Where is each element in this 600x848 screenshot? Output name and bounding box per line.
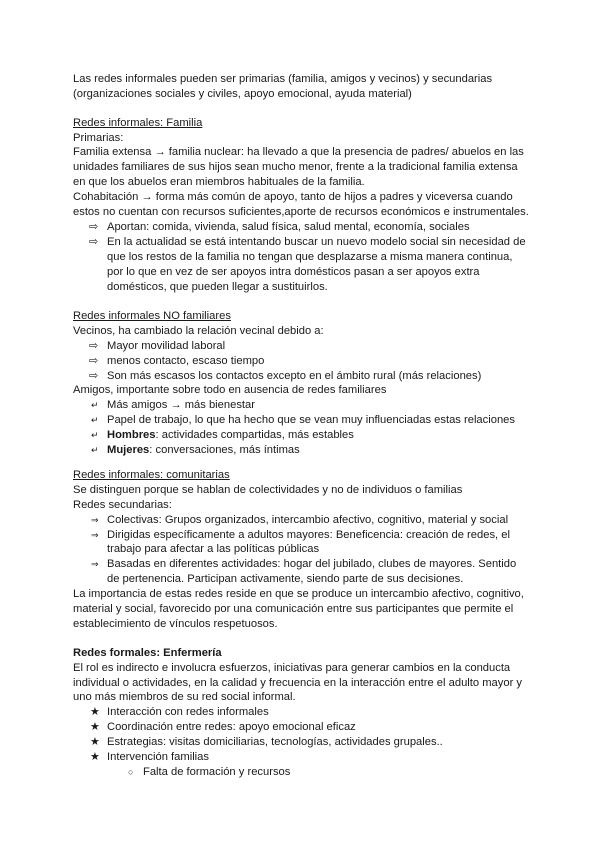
- hombres-label: Hombres: [107, 429, 156, 441]
- intro-line: Las redes informales pueden ser primarias (familia, amigos y vecinos) y secundarias: [73, 73, 493, 85]
- star-item: Intervención familias: [107, 751, 209, 763]
- familia-line: en que los abuelos eran miembros habituales de la familia.: [73, 176, 365, 188]
- formales-para: individual o actividades, en la calidad y frecuencia en la interacción entre el adulto mayor y: [73, 677, 523, 689]
- sub-item: Falta de formación y recursos: [143, 766, 291, 778]
- formales-para: uno más miembros de su red social informal.: [73, 691, 296, 703]
- section-heading-no-familiares: Redes informales NO familiares: [73, 310, 231, 322]
- bullet-mujeres: [107, 443, 300, 458]
- arrow-bullet-icon: ⇨: [89, 355, 99, 367]
- return-arrow-icon: ↵: [91, 430, 99, 440]
- intro-line: (organizaciones sociales y civiles, apoyo emocional, ayuda material): [73, 88, 412, 100]
- star-item: Estrategias: visitas domiciliarias, tecnologías, actividades grupales..: [107, 736, 443, 748]
- familia-line: unidades familiares de sus hijos sean mucho menor, frente a la tradicional familia extensa: [73, 161, 518, 173]
- bullet-text: Aportan: comida, vivienda, salud física, salud mental, economía, sociales: [107, 221, 470, 233]
- arrow-bullet-icon: ⇨: [89, 221, 99, 233]
- subheading-secundarias: Redes secundarias:: [73, 499, 172, 511]
- bullet-text: menos contacto, escaso tiempo: [107, 355, 265, 367]
- section-heading-formales: Redes formales: Enfermería: [73, 647, 222, 659]
- bullet-text: Basadas en diferentes actividades: hogar del jubilado, clubes de mayores. Sentido: [107, 558, 517, 570]
- section-heading-comunitarias: Redes informales: comunitarias: [73, 469, 230, 481]
- return-arrow-icon: ↵: [91, 445, 99, 455]
- bullet-text: Más amigos → más bienestar: [107, 399, 255, 411]
- familia-line: estos no cuentan con recursos suficientes,aporte de recursos económicos e instrumentales.: [73, 206, 529, 218]
- equals-arrow-icon: ⇒: [91, 515, 99, 525]
- arrow-bullet-icon: ⇨: [89, 236, 99, 248]
- bullet-text: Colectivas: Grupos organizados, intercambio afectivo, cognitivo, material y social: [107, 514, 509, 526]
- bullet-text: de pertenencia. Participan activamente, siendo parte de sus decisiones.: [107, 573, 464, 585]
- bullet-text: En la actualidad se está intentando buscar un nuevo modelo social sin necesidad de: [107, 236, 526, 248]
- subheading-primarias: Primarias:: [73, 132, 124, 144]
- return-arrow-icon: ↵: [91, 415, 99, 425]
- mujeres-text: : conversaciones, más íntimas: [149, 444, 300, 456]
- star-icon: ★: [90, 736, 100, 748]
- star-item: Coordinación entre redes: apoyo emocional eficaz: [107, 721, 356, 733]
- bullet-text: por lo que en vez de ser apoyos intra domésticos pasan a ser apoyos extra: [107, 266, 480, 278]
- vecinos-line: Vecinos, ha cambiado la relación vecinal debido a:: [73, 325, 324, 337]
- equals-arrow-icon: ⇒: [91, 530, 99, 540]
- arrow-bullet-icon: ⇨: [89, 340, 99, 352]
- return-arrow-icon: ↵: [91, 400, 99, 410]
- bullet-text: domésticos, que pueden llegar a sustituirlos.: [107, 281, 328, 293]
- star-icon: ★: [90, 721, 100, 733]
- star-icon: ★: [90, 706, 100, 718]
- bullet-text: Mayor movilidad laboral: [107, 340, 226, 352]
- bullet-hombres: [107, 428, 354, 443]
- section-heading-familia: Redes informales: Familia: [73, 117, 203, 129]
- comunitarias-para: material y social, favorecido por una comunicación entre sus participantes que permite el: [73, 603, 514, 615]
- bullet-text: Dirigidas específicamente a adultos mayores: Beneficencia: creación de redes, el: [107, 529, 510, 541]
- star-icon: ★: [90, 751, 100, 763]
- formales-para: El rol es indirecto e involucra esfuerzos, iniciativas para generar cambios en la conducta: [73, 662, 511, 674]
- amigos-line: Amigos, importante sobre todo en ausencia de redes familiares: [73, 384, 387, 396]
- circle-bullet-icon: ○: [128, 767, 134, 777]
- star-item: Interacción con redes informales: [107, 706, 269, 718]
- comunitarias-line: Se distinguen porque se hablan de colectividades y no de individuos o familias: [73, 484, 463, 496]
- arrow-bullet-icon: ⇨: [89, 370, 99, 382]
- bullet-text: Papel de trabajo, lo que ha hecho que se vean muy influenciadas estas relaciones: [107, 414, 515, 426]
- familia-line: Cohabitación → forma más común de apoyo, tanto de hijos a padres y viceversa cuando: [73, 191, 513, 203]
- hombres-text: : actividades compartidas, más estables: [155, 429, 354, 441]
- familia-line: Familia extensa → familia nuclear: ha llevado a que la presencia de padres/ abuelos en las: [73, 146, 524, 158]
- bullet-text: Son más escasos los contactos excepto en el ámbito rural (más relaciones): [107, 370, 482, 382]
- bullet-text: que los restos de la familia no tengan que desplazarse a misma manera continua,: [107, 251, 513, 263]
- equals-arrow-icon: ⇒: [91, 559, 99, 569]
- bullet-text: trabajo para afectar a las políticas públicas: [107, 543, 320, 555]
- mujeres-label: Mujeres: [107, 444, 150, 456]
- comunitarias-para: establecimiento de vínculos respetuosos.: [73, 618, 278, 630]
- comunitarias-para: La importancia de estas redes reside en que se produce un intercambio afectivo, cognitivo,: [73, 588, 524, 600]
